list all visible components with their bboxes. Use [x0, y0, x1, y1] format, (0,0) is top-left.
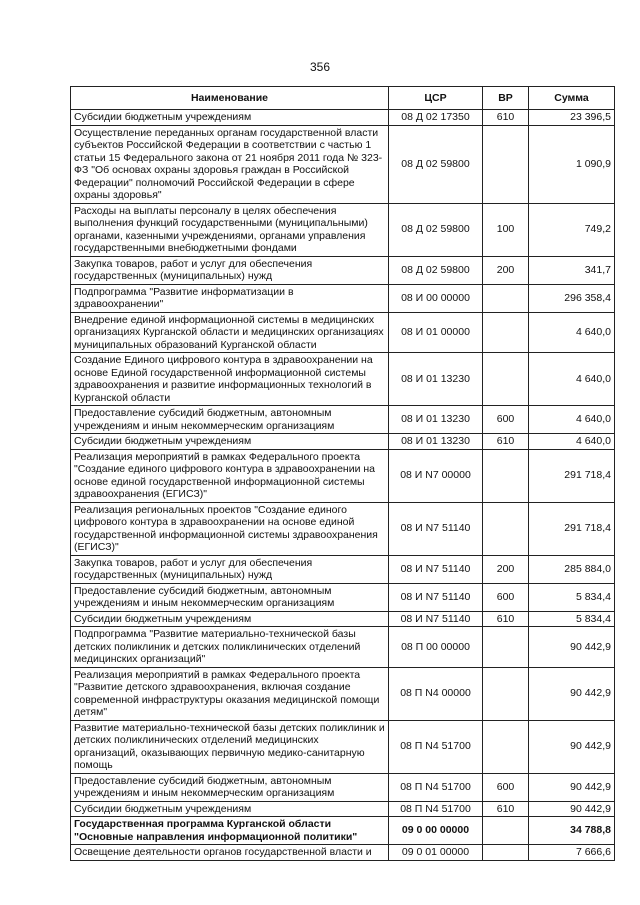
row-sum: 4 640,0	[529, 406, 615, 434]
row-csr: 08 И N7 51140	[389, 502, 483, 555]
row-vr	[483, 312, 529, 353]
table-row	[71, 434, 615, 450]
row-csr: 08 И 01 13230	[389, 406, 483, 434]
row-csr: 08 И N7 51140	[389, 611, 483, 627]
row-csr: 08 Д 02 59800	[389, 256, 483, 284]
header-name: Наименование	[71, 87, 389, 110]
row-name: Субсидии бюджетным учреждениям	[71, 110, 389, 126]
row-csr: 08 Д 02 59800	[389, 125, 483, 203]
row-sum: 90 442,9	[529, 773, 615, 801]
table-row	[71, 845, 615, 861]
row-vr: 600	[483, 773, 529, 801]
row-name: Подпрограмма "Развитие информатизации в здравоохранении"	[71, 284, 389, 312]
row-sum: 4 640,0	[529, 434, 615, 450]
table-row	[71, 773, 615, 801]
row-name: Реализация мероприятий в рамках Федерального проекта "Развитие детского здравоохранения, включая создание современной инфраструктуры оказания медицинской помощи детям"	[71, 667, 389, 720]
table-row	[71, 627, 615, 668]
row-name: Субсидии бюджетным учреждениям	[71, 801, 389, 817]
row-vr	[483, 817, 529, 845]
row-name: Предоставление субсидий бюджетным, автономным учреждениям и иным некоммерческим организациям	[71, 583, 389, 611]
table-row	[71, 667, 615, 720]
table-row	[71, 406, 615, 434]
row-sum: 90 442,9	[529, 627, 615, 668]
row-name: Предоставление субсидий бюджетным, автономным учреждениям и иным некоммерческим организациям	[71, 406, 389, 434]
table-header-row	[71, 87, 615, 110]
table-row	[71, 125, 615, 203]
table-row	[71, 555, 615, 583]
row-vr	[483, 449, 529, 502]
table-row	[71, 312, 615, 353]
row-name: Закупка товаров, работ и услуг для обеспечения государственных (муниципальных) нужд	[71, 256, 389, 284]
row-vr: 600	[483, 406, 529, 434]
header-vr: ВР	[483, 87, 529, 110]
row-csr: 08 И 01 13230	[389, 434, 483, 450]
row-sum: 749,2	[529, 203, 615, 256]
table-row	[71, 611, 615, 627]
row-vr	[483, 353, 529, 406]
row-name: Субсидии бюджетным учреждениям	[71, 434, 389, 450]
row-sum: 4 640,0	[529, 312, 615, 353]
row-sum: 341,7	[529, 256, 615, 284]
row-sum: 90 442,9	[529, 667, 615, 720]
header-csr: ЦСР	[389, 87, 483, 110]
row-csr: 08 И N7 51140	[389, 555, 483, 583]
table-row	[71, 801, 615, 817]
row-name: Закупка товаров, работ и услуг для обеспечения государственных (муниципальных) нужд	[71, 555, 389, 583]
row-csr: 08 И 00 00000	[389, 284, 483, 312]
row-sum: 23 396,5	[529, 110, 615, 126]
row-name: Реализация мероприятий в рамках Федерального проекта "Создание единого цифрового контура в здравоохранении на основе единой государственной информационной системы здравоохранения (ЕГИСЗ)"	[71, 449, 389, 502]
row-csr: 08 И 01 00000	[389, 312, 483, 353]
row-csr: 09 0 01 00000	[389, 845, 483, 861]
row-name: Осуществление переданных органам государственной власти субъектов Российской Федерации в соответствии с частью 1 статьи 15 Федерального закона от 21 ноября 2011 года № 323-ФЗ "Об основах охраны здоровья граждан в Российской Федерации" полномочий Российской Федерации в сфере охраны здоровья"	[71, 125, 389, 203]
row-csr: 08 П N4 51700	[389, 720, 483, 773]
row-csr: 08 П N4 00000	[389, 667, 483, 720]
table-row	[71, 110, 615, 126]
row-vr	[483, 667, 529, 720]
row-csr: 08 П 00 00000	[389, 627, 483, 668]
table-row	[71, 502, 615, 555]
row-csr: 08 И 01 13230	[389, 353, 483, 406]
table-row	[71, 720, 615, 773]
row-sum: 90 442,9	[529, 801, 615, 817]
row-csr: 08 И N7 00000	[389, 449, 483, 502]
row-sum: 296 358,4	[529, 284, 615, 312]
row-name: Освещение деятельности органов государственной власти и	[71, 845, 389, 861]
row-csr: 09 0 00 00000	[389, 817, 483, 845]
row-vr: 100	[483, 203, 529, 256]
row-name: Создание Единого цифрового контура в здравоохранении на основе Единой государственной информационной системы здравоохранения и развитие информационных технологий в Курганской области	[71, 353, 389, 406]
row-vr: 200	[483, 256, 529, 284]
row-vr: 610	[483, 611, 529, 627]
row-name: Развитие материально-технической базы детских поликлиник и детских поликлинических отделений медицинских организаций, оказывающих первичную медико-санитарную помощь	[71, 720, 389, 773]
row-name: Расходы на выплаты персоналу в целях обеспечения выполнения функций государственными (муниципальными) органами, казенными учреждениями, органами управления государственными внебюджетными фондами	[71, 203, 389, 256]
row-csr: 08 П N4 51700	[389, 773, 483, 801]
row-vr: 610	[483, 801, 529, 817]
row-csr: 08 П N4 51700	[389, 801, 483, 817]
row-name: Субсидии бюджетным учреждениям	[71, 611, 389, 627]
row-sum: 291 718,4	[529, 449, 615, 502]
row-name: Подпрограмма "Развитие материально-технической базы детских поликлиник и детских поликлинических отделений медицинских организаций"	[71, 627, 389, 668]
row-sum: 5 834,4	[529, 583, 615, 611]
table-row	[71, 256, 615, 284]
row-vr	[483, 125, 529, 203]
table-row	[71, 583, 615, 611]
row-sum: 285 884,0	[529, 555, 615, 583]
table-row	[71, 203, 615, 256]
row-csr: 08 Д 02 59800	[389, 203, 483, 256]
row-sum: 1 090,9	[529, 125, 615, 203]
row-name: Внедрение единой информационной системы в медицинских организациях Курганской области и медицинских организациях муниципальных образований Курганской области	[71, 312, 389, 353]
row-csr: 08 И N7 51140	[389, 583, 483, 611]
row-sum: 90 442,9	[529, 720, 615, 773]
row-csr: 08 Д 02 17350	[389, 110, 483, 126]
table-row	[71, 353, 615, 406]
row-vr	[483, 845, 529, 861]
row-name: Реализация региональных проектов "Создание единого цифрового контура в здравоохранении на основе единой государственной информационной системы здравоохранения (ЕГИСЗ)"	[71, 502, 389, 555]
row-vr: 200	[483, 555, 529, 583]
row-sum: 7 666,6	[529, 845, 615, 861]
row-name: Государственная программа Курганской области "Основные направления информационной политики"	[71, 817, 389, 845]
table-body	[71, 110, 615, 861]
row-sum: 4 640,0	[529, 353, 615, 406]
row-vr	[483, 284, 529, 312]
row-vr: 610	[483, 110, 529, 126]
budget-table	[70, 86, 615, 861]
table-row	[71, 817, 615, 845]
row-sum: 34 788,8	[529, 817, 615, 845]
row-vr: 600	[483, 583, 529, 611]
row-vr	[483, 720, 529, 773]
row-vr	[483, 627, 529, 668]
row-sum: 5 834,4	[529, 611, 615, 627]
row-name: Предоставление субсидий бюджетным, автономным учреждениям и иным некоммерческим организациям	[71, 773, 389, 801]
row-vr: 610	[483, 434, 529, 450]
page-number: 356	[309, 60, 331, 74]
row-sum: 291 718,4	[529, 502, 615, 555]
table-row	[71, 284, 615, 312]
row-vr	[483, 502, 529, 555]
header-sum: Сумма	[529, 87, 615, 110]
table-row	[71, 449, 615, 502]
